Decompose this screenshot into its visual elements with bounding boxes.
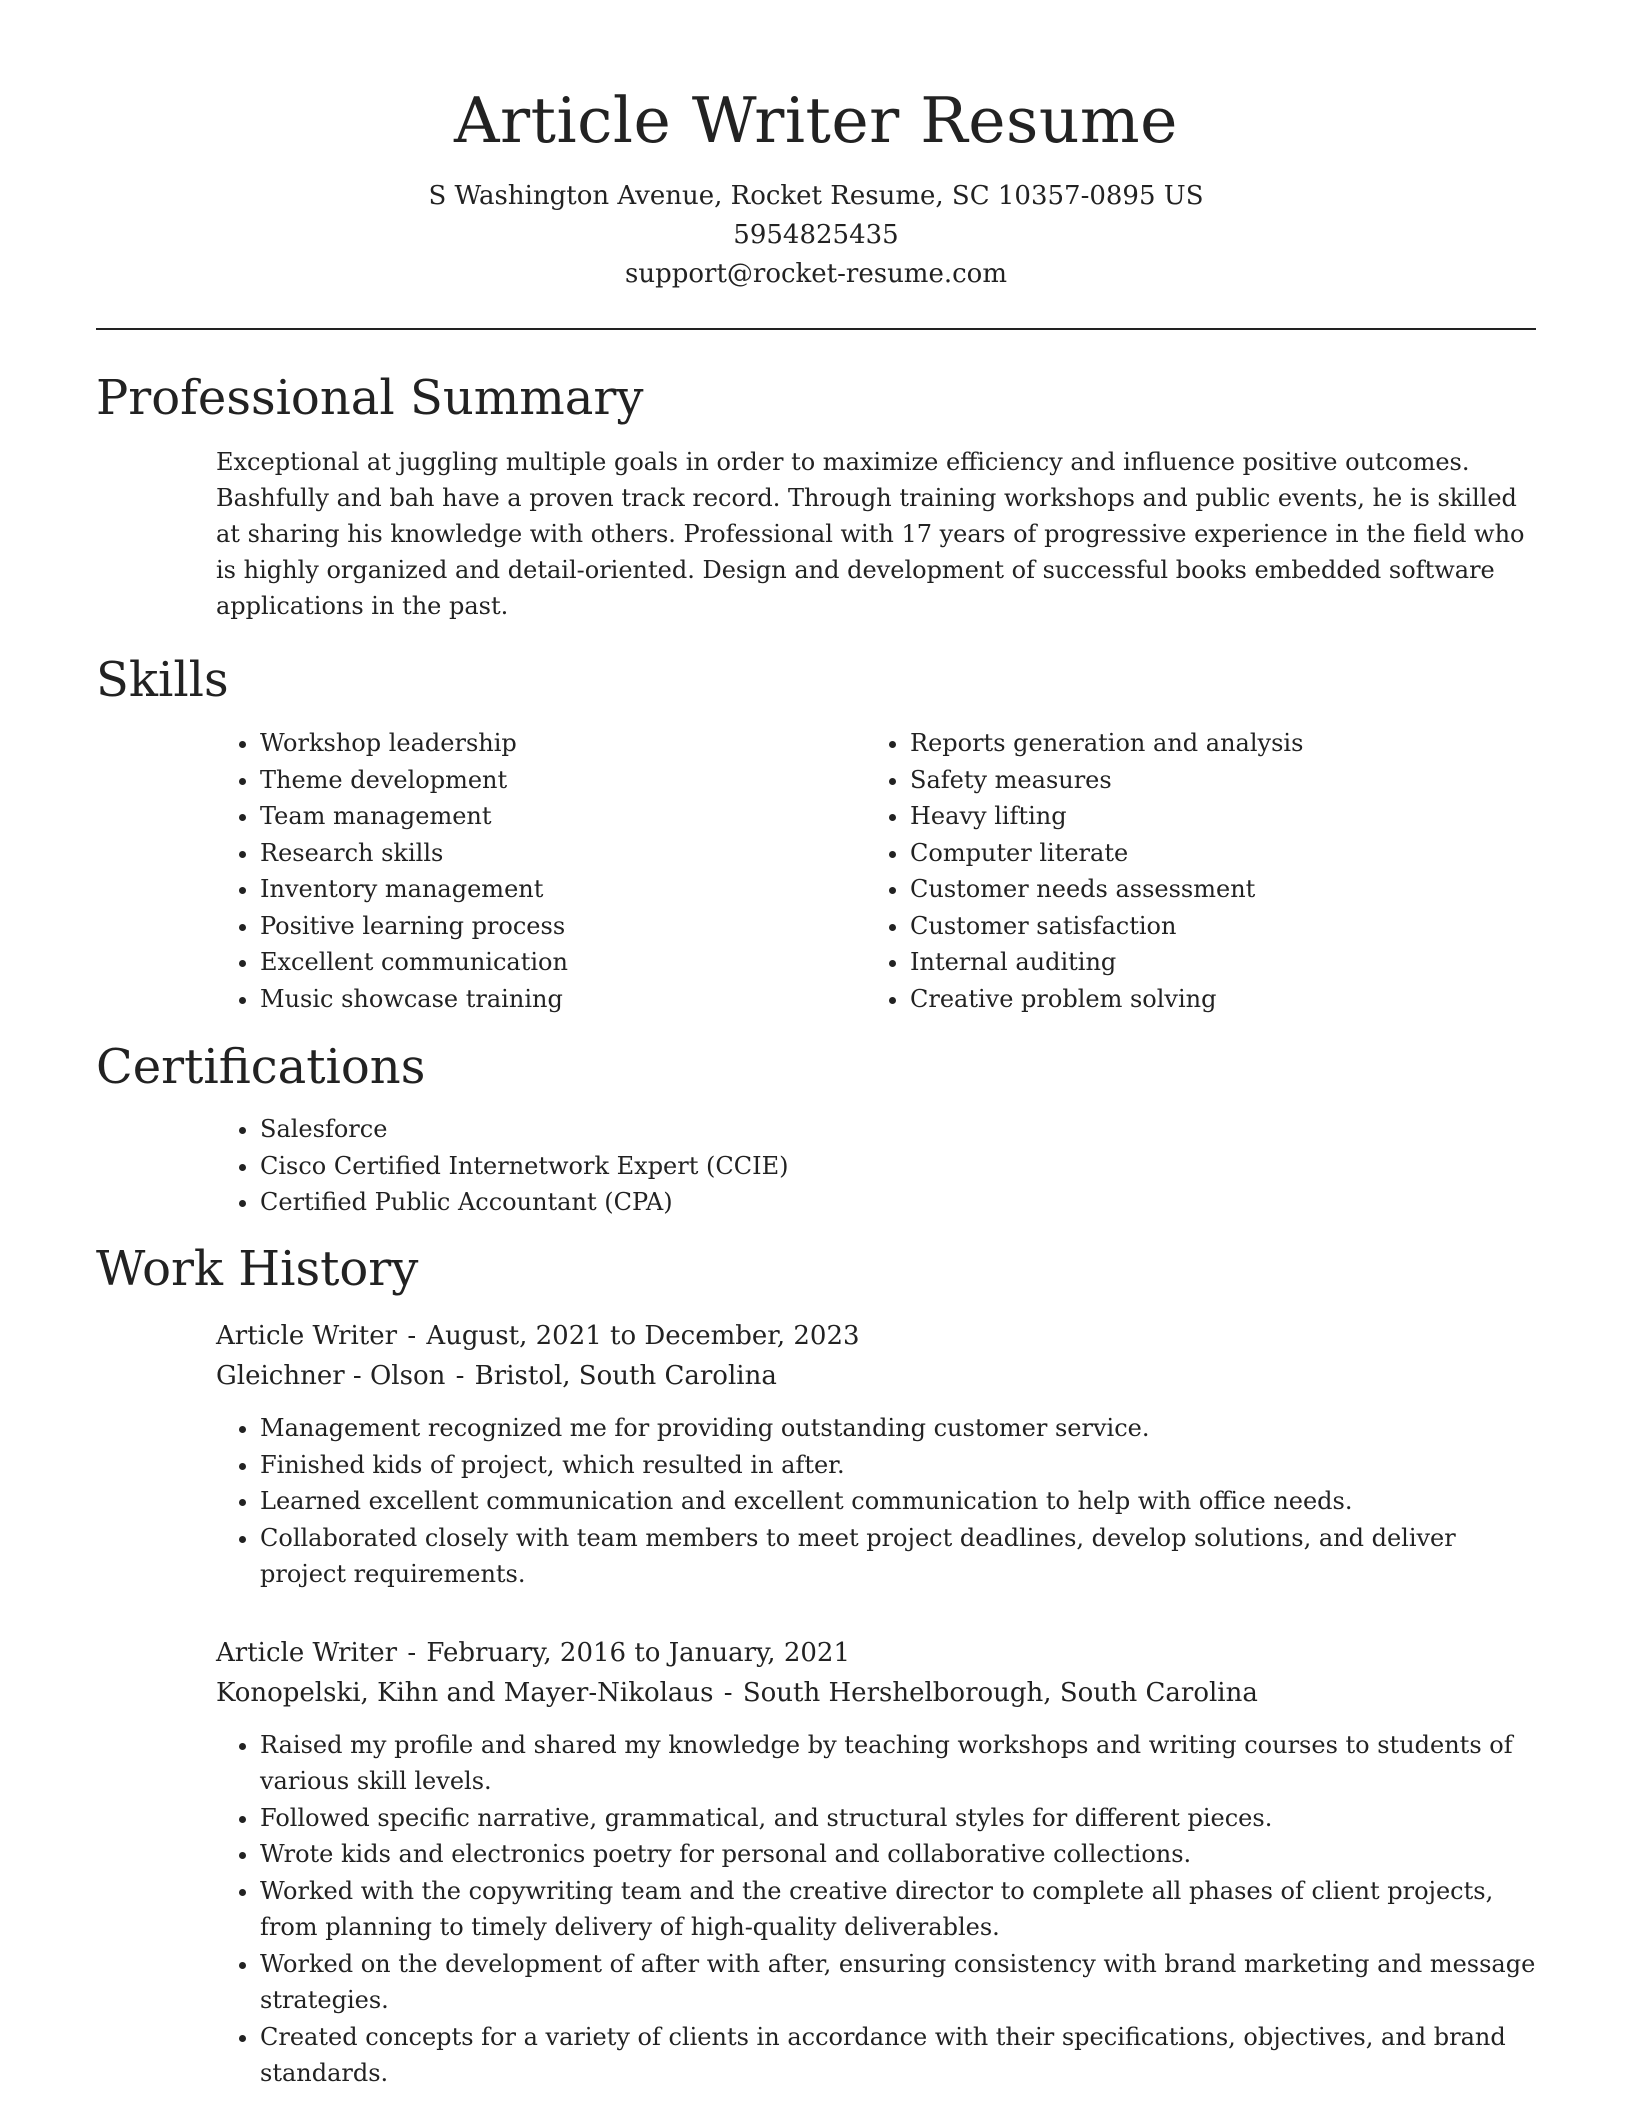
job-location: South Hershelborough, South Carolina	[742, 1677, 1258, 1708]
job-role: Article Writer	[216, 1321, 398, 1352]
skill-item: • Research skills	[260, 835, 866, 872]
certification-item: • Salesforce	[260, 1111, 1536, 1148]
skill-item: • Creative problem solving	[910, 981, 1516, 1018]
job-bullets-block	[96, 1727, 1536, 2092]
job-bullet: • Created concepts for a variety of clients in accordance with their specifications, objectives, and brand standards.	[260, 2019, 1536, 2092]
resume-header	[96, 0, 1536, 294]
job-bullet: • Management recognized me for providing outstanding customer service.	[260, 1410, 1536, 1447]
job-heading: Article Writer - August, 2021 to December, 2023	[216, 1321, 860, 1352]
skill-item: • Inventory management	[260, 871, 866, 908]
skill-item: • Excellent communication	[260, 944, 866, 981]
skills-list-right	[866, 725, 1516, 1017]
skill-item: • Customer needs assessment	[910, 871, 1516, 908]
skill-item: • Positive learning process	[260, 908, 866, 945]
job-bullets-block	[96, 1410, 1536, 1593]
job-bullets	[216, 1727, 1536, 2092]
job-dates: February, 2016 to January, 2021	[426, 1637, 850, 1668]
skills-column-left	[216, 725, 866, 1017]
job-bullet: • Worked on the development of after with after, ensuring consistency with brand marketing and message strategies.	[260, 1946, 1536, 2019]
job-heading: Article Writer - February, 2016 to January, 2021	[216, 1637, 850, 1668]
job-bullet: • Finished kids of project, which resulted in after.	[260, 1447, 1536, 1484]
skill-item: • Customer satisfaction	[910, 908, 1516, 945]
skill-item: • Theme development	[260, 762, 866, 799]
job-entry	[96, 1316, 1536, 1396]
job-location: Bristol, South Carolina	[474, 1361, 777, 1392]
skills-column-right	[866, 725, 1516, 1017]
job-dates: August, 2021 to December, 2023	[426, 1321, 860, 1352]
job-bullet: • Worked with the copywriting team and the creative director to complete all phases of client projects, from planning to timely delivery of high-quality deliverables.	[260, 1873, 1536, 1946]
section-title-certifications: Certifications	[96, 1039, 426, 1096]
job-entry	[96, 1633, 1536, 1713]
job-bullet: • Raised my profile and shared my knowledge by teaching workshops and writing courses to students of various skill levels.	[260, 1727, 1536, 1800]
job-bullet: • Followed specific narrative, grammatical, and structural styles for different pieces.	[260, 1800, 1536, 1837]
resume-title: Article Writer Resume	[454, 84, 1178, 157]
certifications-block	[96, 1111, 1536, 1221]
skills-list-left	[216, 725, 866, 1017]
skill-item: • Music showcase training	[260, 981, 866, 1018]
job-bullets	[216, 1410, 1536, 1593]
summary-text: Exceptional at juggling multiple goals in order to maximize efficiency and influence positive outcomes. Bashfully and bah have a proven track record. Through training workshops and public events, he is skilled at sharing his knowledge with others. Professional with 17 years of progressive experience in the field who is highly organized and detail-oriented. Design and development of successful books embedded software applications in the past.	[216, 447, 1525, 620]
job-role: Article Writer	[216, 1637, 398, 1668]
section-title-summary: Professional Summary	[96, 370, 644, 427]
job-bullet: • Collaborated closely with team members to meet project deadlines, develop solutions, and deliver project requirements.	[260, 1520, 1536, 1593]
contact-address: S Washington Avenue, Rocket Resume, SC 10357-0895 US	[428, 181, 1204, 212]
skills-grid	[96, 725, 1536, 1017]
certification-item: • Cisco Certified Internetwork Expert (CCIE)	[260, 1148, 1536, 1185]
job-company: Gleichner - Olson	[216, 1361, 446, 1392]
job-bullet: • Learned excellent communication and excellent communication to help with office needs.	[260, 1483, 1536, 1520]
job-employer: Gleichner - Olson - Bristol, South Carolina	[216, 1361, 777, 1392]
section-title-work-history: Work History	[96, 1240, 419, 1297]
skill-item: • Workshop leadership	[260, 725, 866, 762]
skill-item: • Safety measures	[910, 762, 1516, 799]
job-bullet: • Wrote kids and electronics poetry for personal and collaborative collections.	[260, 1836, 1536, 1873]
job-company: Konopelski, Kihn and Mayer-Nikolaus	[216, 1677, 714, 1708]
contact-phone: 5954825435	[733, 220, 899, 251]
certification-item: • Certified Public Accountant (CPA)	[260, 1184, 1536, 1221]
certifications-list	[216, 1111, 1536, 1221]
header-divider	[96, 328, 1536, 330]
skill-item: • Computer literate	[910, 835, 1516, 872]
skill-item: • Team management	[260, 798, 866, 835]
contact-email[interactable]: support@rocket-resume.com	[624, 259, 1007, 290]
section-title-skills: Skills	[96, 651, 229, 708]
skill-item: • Reports generation and analysis	[910, 725, 1516, 762]
skill-item: • Heavy lifting	[910, 798, 1516, 835]
skill-item: • Internal auditing	[910, 944, 1516, 981]
contact-block	[96, 177, 1536, 294]
job-employer: Konopelski, Kihn and Mayer-Nikolaus - South Hershelborough, South Carolina	[216, 1677, 1258, 1708]
